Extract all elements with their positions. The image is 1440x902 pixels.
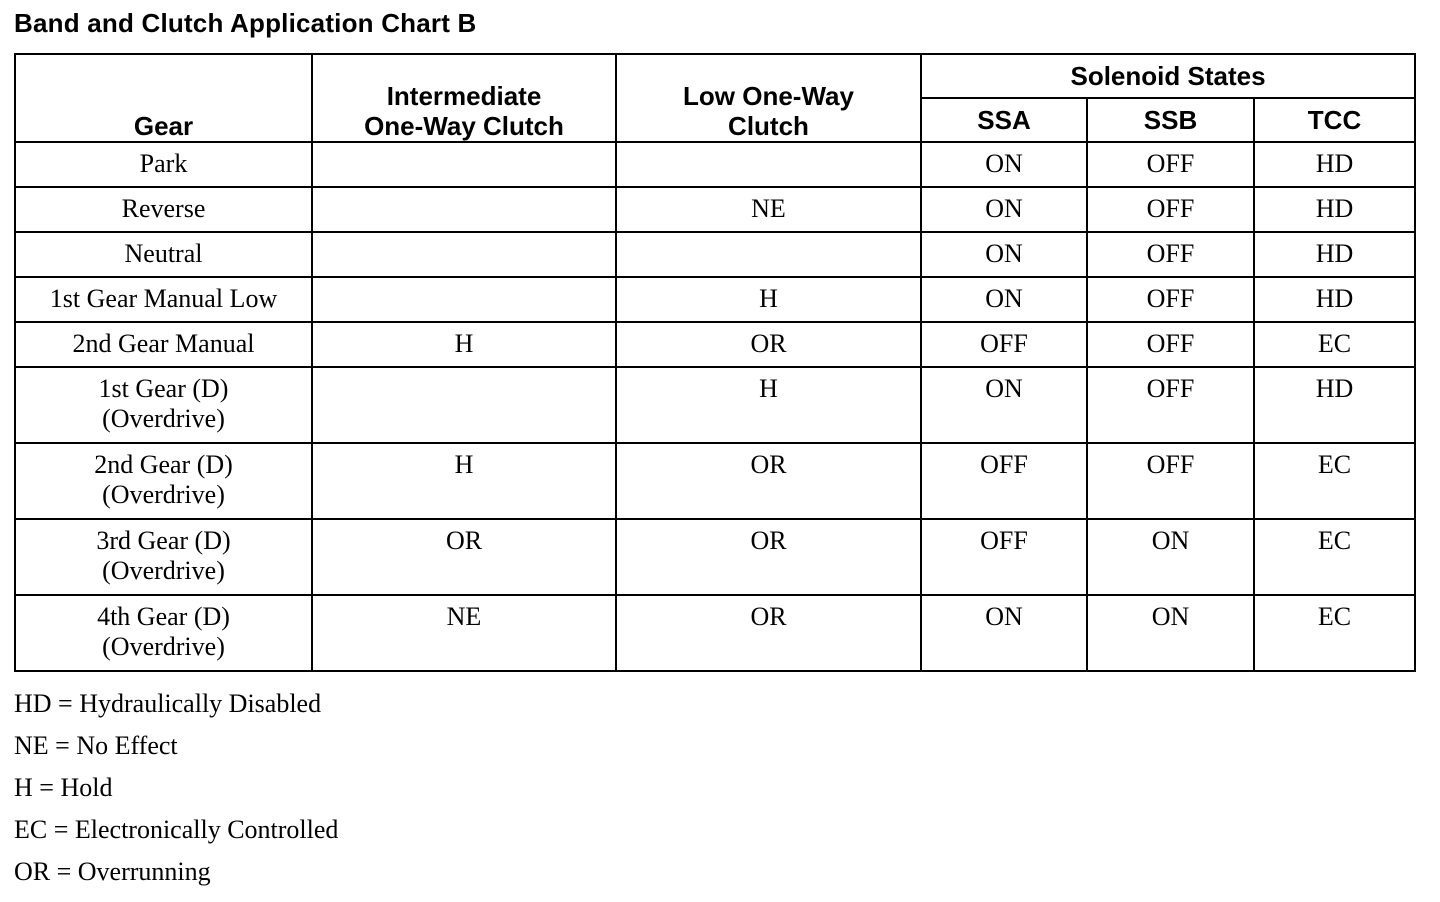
header-solenoid-states [921,54,1415,98]
ssa-cell: ON [921,277,1087,322]
intermediate-cell [312,142,616,187]
header-low-clutch [616,54,921,142]
legend [14,686,338,896]
low-cell [616,232,921,277]
header-solenoid-states-label: Solenoid States [1070,61,1266,91]
table-header [15,54,1415,142]
gear-cell: Park [15,142,312,187]
legend-item: OR = Overrunning [14,857,211,886]
tcc-cell: EC [1254,322,1415,367]
header-ssb [1087,98,1254,142]
header-ssb-label: SSB [1143,105,1198,135]
tcc-cell: EC [1254,595,1415,671]
ssb-cell: OFF [1087,367,1254,443]
tcc-cell: EC [1254,519,1415,595]
ssb-cell: OFF [1087,322,1254,367]
ssa-cell: ON [921,142,1087,187]
gear-cell: 2nd Gear (D) (Overdrive) [15,443,312,519]
legend-item: HD = Hydraulically Disabled [14,689,322,718]
ssa-cell: OFF [921,322,1087,367]
intermediate-cell: H [312,322,616,367]
legend-item: H = Hold [14,773,113,802]
table-row [15,595,1415,671]
table-row [15,277,1415,322]
legend-item: NE = No Effect [14,731,178,760]
table-row [15,232,1415,277]
low-cell [616,142,921,187]
ssa-cell: ON [921,595,1087,671]
header-low-line2: Clutch [728,111,809,141]
tcc-cell: HD [1254,367,1415,443]
intermediate-cell [312,232,616,277]
table-row [15,187,1415,232]
low-cell: OR [616,519,921,595]
ssb-cell: OFF [1087,142,1254,187]
table-row [15,142,1415,187]
ssb-cell: OFF [1087,232,1254,277]
header-ssa-label: SSA [977,105,1031,135]
table-body [15,142,1415,671]
header-intermediate-line2: One-Way Clutch [364,111,564,141]
tcc-cell: HD [1254,187,1415,232]
ssa-cell: OFF [921,443,1087,519]
ssb-cell: OFF [1087,443,1254,519]
intermediate-cell [312,367,616,443]
intermediate-cell [312,187,616,232]
low-cell: H [616,367,921,443]
table-row [15,519,1415,595]
low-cell: H [616,277,921,322]
ssb-cell: ON [1087,519,1254,595]
low-cell: NE [616,187,921,232]
tcc-cell: HD [1254,142,1415,187]
low-cell: OR [616,443,921,519]
table-row [15,443,1415,519]
gear-cell: 1st Gear (D) (Overdrive) [15,367,312,443]
tcc-cell: HD [1254,232,1415,277]
gear-cell: 4th Gear (D) (Overdrive) [15,595,312,671]
table-row [15,367,1415,443]
intermediate-cell [312,277,616,322]
table-row [15,322,1415,367]
tcc-cell: EC [1254,443,1415,519]
ssa-cell: ON [921,367,1087,443]
chart-title: Band and Clutch Application Chart B [14,8,477,38]
gear-cell: 1st Gear Manual Low [15,277,312,322]
intermediate-cell: H [312,443,616,519]
gear-cell: 3rd Gear (D) (Overdrive) [15,519,312,595]
header-tcc-label: TCC [1307,105,1362,135]
ssb-cell: ON [1087,595,1254,671]
ssa-cell: OFF [921,519,1087,595]
gear-cell: 2nd Gear Manual [15,322,312,367]
gear-cell: Reverse [15,187,312,232]
intermediate-cell: OR [312,519,616,595]
tcc-cell: HD [1254,277,1415,322]
low-cell: OR [616,595,921,671]
ssa-cell: ON [921,232,1087,277]
header-gear [15,54,312,142]
application-chart-table [14,53,1416,672]
header-low-line1: Low One-Way [683,81,854,111]
low-cell: OR [616,322,921,367]
gear-cell: Neutral [15,232,312,277]
ssa-cell: ON [921,187,1087,232]
header-ssa [921,98,1087,142]
ssb-cell: OFF [1087,187,1254,232]
ssb-cell: OFF [1087,277,1254,322]
legend-item: EC = Electronically Controlled [14,815,339,844]
header-gear-label: Gear [133,111,194,141]
header-intermediate-clutch [312,54,616,142]
intermediate-cell: NE [312,595,616,671]
header-intermediate-line1: Intermediate [386,81,542,111]
header-tcc [1254,98,1415,142]
